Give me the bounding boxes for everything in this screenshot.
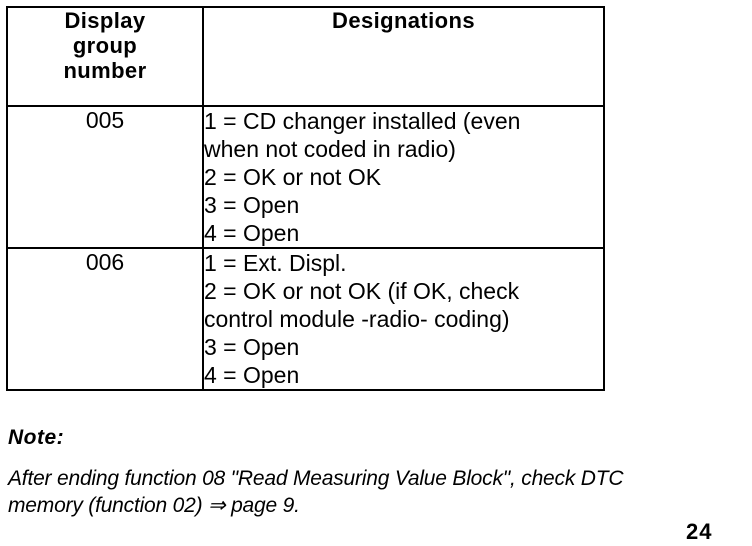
group-number-cell: 005 <box>7 106 203 248</box>
designation-line: 1 = CD changer installed (even <box>204 108 521 134</box>
page-number: 24 <box>686 519 713 544</box>
designations-cell <box>203 106 604 248</box>
display-group-table <box>6 6 605 391</box>
designations-cell <box>203 248 604 390</box>
header-line: Display <box>64 8 146 33</box>
designation-line: 3 = Open <box>204 334 300 360</box>
header-display-group-number <box>7 7 203 106</box>
designation-line: 2 = OK or not OK <box>204 164 382 190</box>
table-row <box>7 106 604 248</box>
table-row <box>7 248 604 390</box>
header-line: group <box>72 33 138 58</box>
note-line: After ending function 08 "Read Measuring Value Block", check DTC <box>8 467 624 490</box>
designation-line: when not coded in radio) <box>204 136 456 162</box>
group-number-cell: 006 <box>7 248 203 390</box>
table-header-row <box>7 7 604 106</box>
note-heading: Note: <box>8 426 65 449</box>
designation-line: control module -radio- coding) <box>204 306 510 332</box>
designation-line: 1 = Ext. Displ. <box>204 250 347 276</box>
note-body <box>8 465 752 519</box>
designation-line: 3 = Open <box>204 192 300 218</box>
header-designations: Designations <box>203 7 604 106</box>
header-line: number <box>63 58 147 83</box>
designation-line: 2 = OK or not OK (if OK, check <box>204 278 520 304</box>
designation-line: 4 = Open <box>204 362 300 388</box>
designation-line: 4 = Open <box>204 220 300 246</box>
note-line: memory (function 02) ⇒ page 9. <box>8 494 300 517</box>
